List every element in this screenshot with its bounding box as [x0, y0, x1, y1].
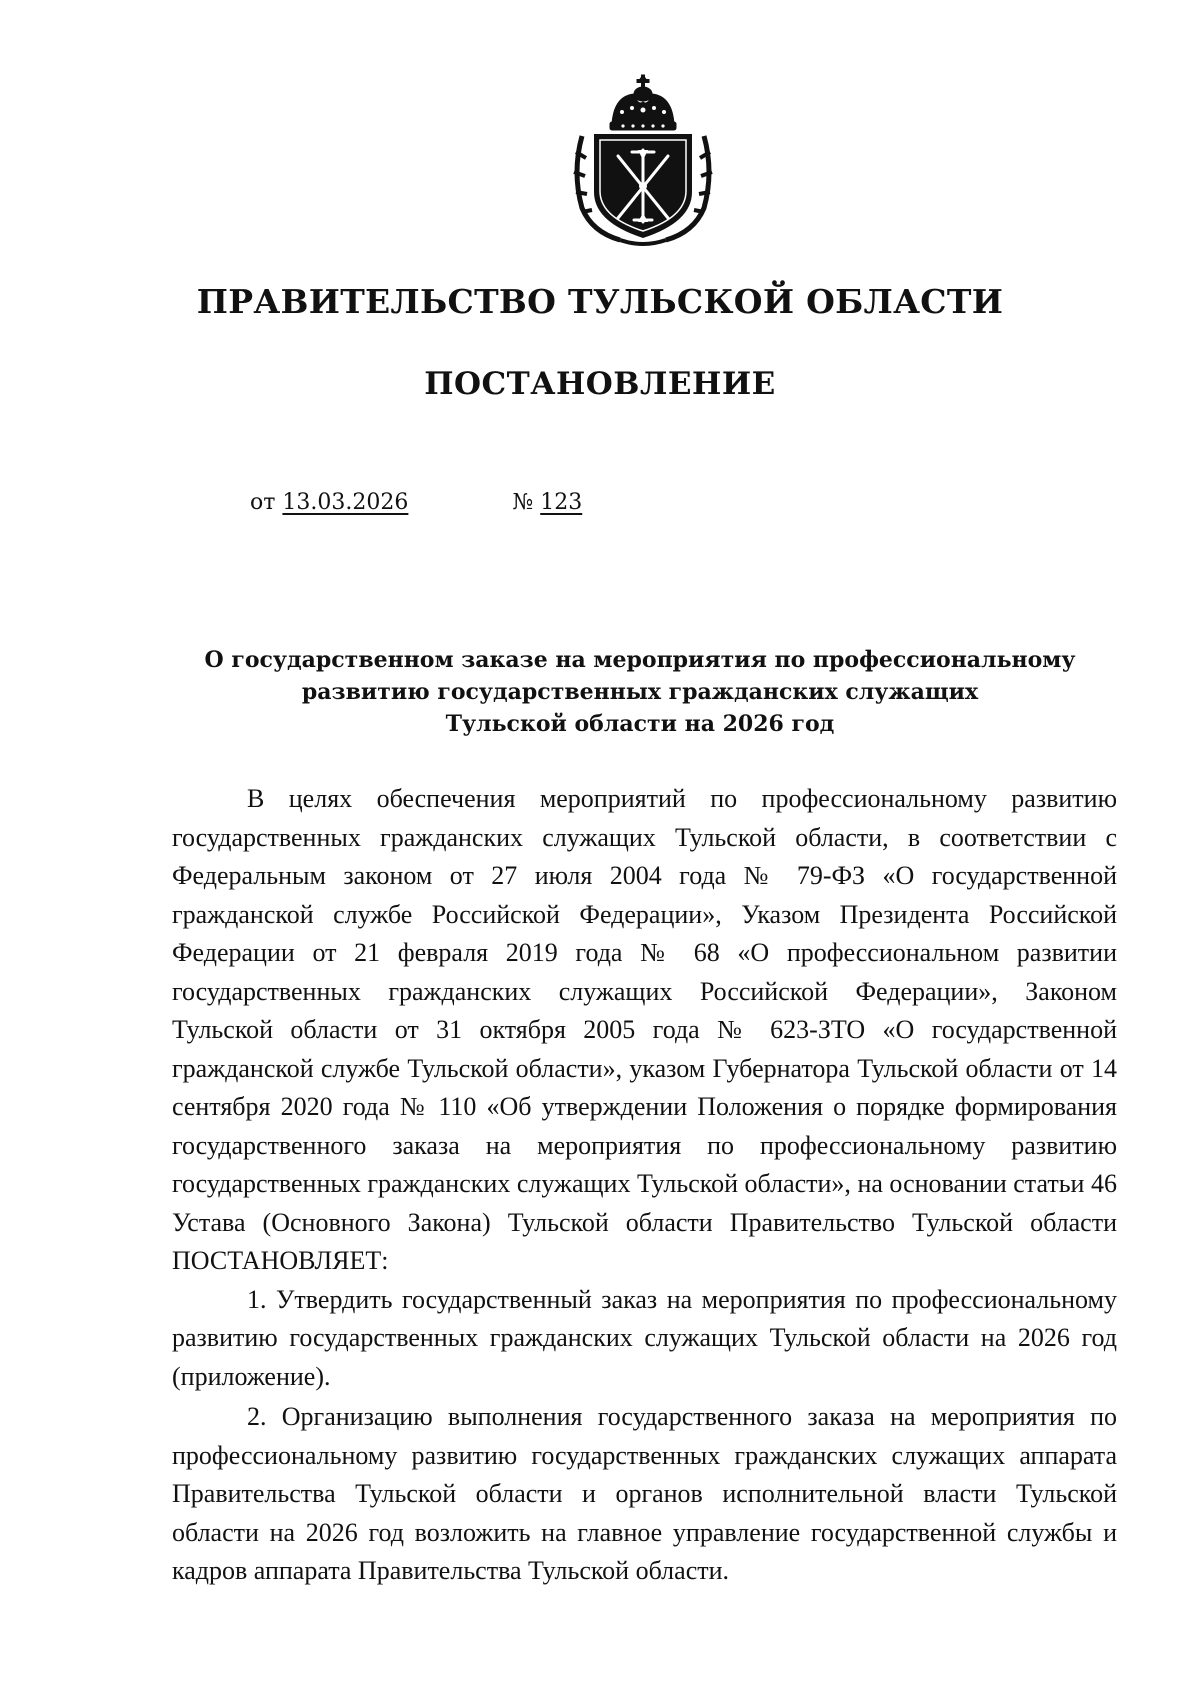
coat-of-arms-icon [568, 72, 718, 250]
subject-line-1: О государственном заказе на мероприятия по профессиональному [204, 647, 1076, 673]
document-subject [170, 644, 1110, 740]
number-prefix: № [512, 490, 534, 515]
document-type-title: ПОСТАНОВЛЕНИЕ [424, 366, 776, 402]
date-prefix: от [250, 490, 276, 515]
document-date: 13.03.2026 [282, 490, 409, 515]
subject-line-3: Тульской области на 2026 год [445, 711, 835, 737]
document-body [172, 780, 1117, 1591]
preamble-paragraph: В целях обеспечения мероприятий по профессиональному развитию государственных гражданских служащих Тульской области, в соответствии с Федеральным законом от 27 июля 2004 года № 79-ФЗ «О государственной гражданской службе Российской Федерации», Указом Президента Российской Федерации от 21 февраля 2019 года № 68 «О профессиональном развитии государственных гражданских служащих Российской Федерации», Законом Тульской области от 31 октября 2005 года № 623-ЗТО «О государственной гражданской службе Тульской области», указом Губернатора Тульской области от 14 сентября 2020 года № 110 «Об утверждении Положения о порядке формирования государственного заказа на мероприятия по профессиональному развитию государственных гражданских служащих Тульской области», на основании статьи 46 Устава (Основного Закона) Тульской области Правительство Тульской области ПОСТАНОВЛЯЕТ: [172, 784, 1117, 1275]
date-number-line [250, 490, 582, 515]
item-2-paragraph: 2. Организацию выполнения государственного заказа на мероприятия по профессиональному развитию государственных гражданских служащих аппарата Правительства Тульской области и органов исполнительной власти Тульской области на 2026 год возложить на главное управление государственной службы и кадров аппарата Правительства Тульской области. [172, 1402, 1117, 1585]
item-1-paragraph: 1. Утвердить государственный заказ на мероприятия по профессиональному развитию государственных гражданских служащих Тульской области на 2026 год (приложение). [172, 1284, 1117, 1391]
authority-title: ПРАВИТЕЛЬСТВО ТУЛЬСКОЙ ОБЛАСТИ [196, 282, 1004, 321]
document-number: 123 [540, 490, 583, 515]
subject-line-2: развитию государственных гражданских служащих [301, 679, 979, 705]
